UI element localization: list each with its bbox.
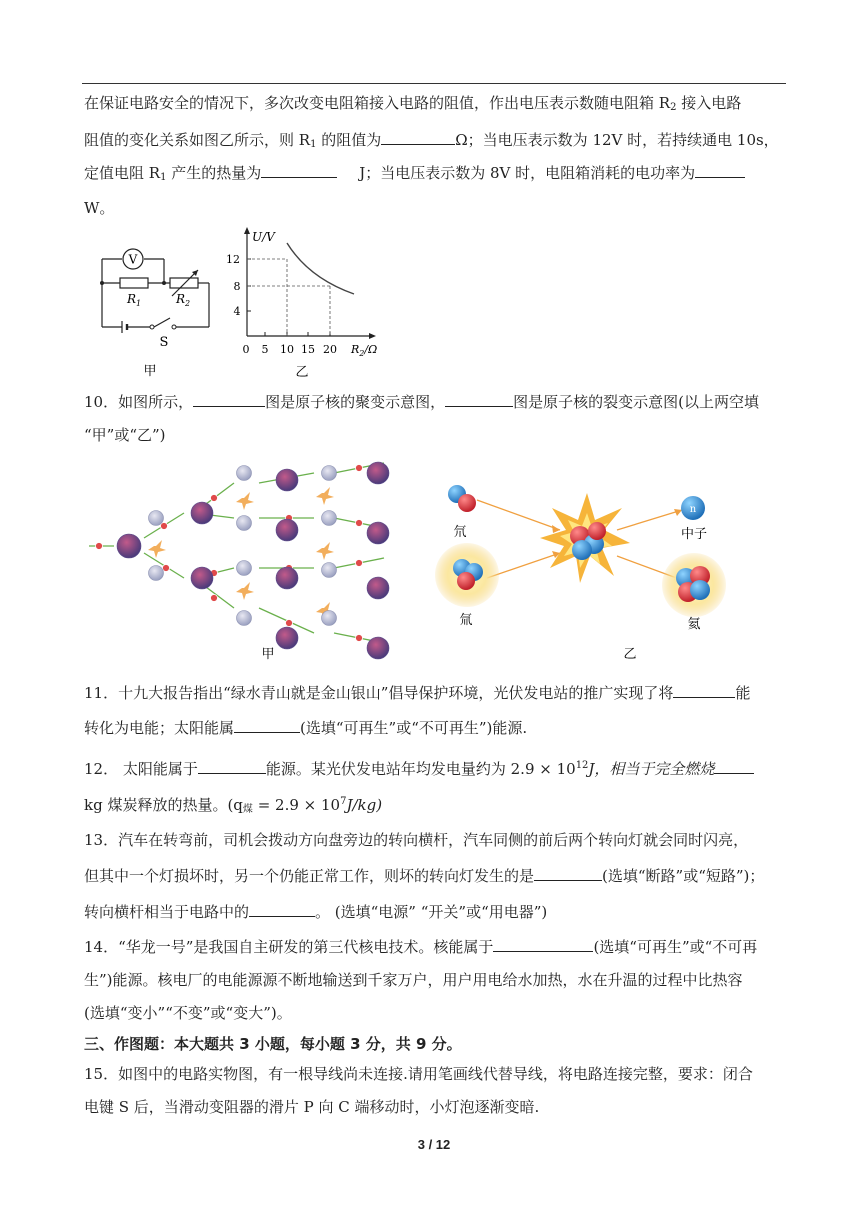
q13-line-3: 转向横杆相当于电路中的 。 (选填“电源” “开关”或“用电器”) [84, 903, 548, 921]
x-tick-label: 20 [323, 343, 337, 356]
answer-blank[interactable] [493, 937, 593, 952]
q14-line-3: (选填“变小”“不变”或“变大”)。 [84, 1004, 292, 1022]
x-tick-label: 0 [242, 343, 250, 356]
q14-line-2: 生”)能源。核电厂的电能源源不断地输送到千家万户，用户用电给水加热，水在升温的过程中比热容 [84, 971, 743, 989]
q15-line-2: 电键 S 后，当滑动变阻器的滑片 P 向 C 端移动时，小灯泡逐渐变暗. [84, 1098, 540, 1116]
y-tick-label: 12 [226, 253, 240, 266]
answer-blank[interactable] [695, 163, 745, 178]
answer-blank[interactable] [673, 683, 735, 698]
x-tick-label: 10 [280, 343, 294, 356]
q10-line-1: 10．如图所示， 图是原子核的聚变示意图， 图是原子核的裂变示意图(以上两空填 [84, 393, 759, 411]
helium-label: 氦 [687, 617, 701, 632]
circuit-diagram [92, 240, 222, 380]
q11-line-2: 转化为电能；太阳能属 (选填“可再生”或“不可再生”)能源. [84, 719, 528, 737]
fission-chain-diagram [84, 458, 424, 670]
answer-blank[interactable] [534, 866, 602, 881]
figure-caption-yi: 乙 [623, 647, 637, 662]
answer-blank[interactable] [198, 759, 266, 774]
q9-line-1: 在保证电路安全的情况下，多次改变电阻箱接入电路的阻值，作出电压表示数随电阻箱 $R_2$ 接入电路 [84, 94, 742, 113]
header-rule [82, 83, 786, 84]
answer-blank[interactable] [381, 130, 455, 145]
q9-line-2: 阻值的变化关系如图乙所示，则 $R_1$ 的阻值为 Ω；当电压表示数为 12V 时，若持续通电 10s， [84, 131, 779, 150]
tritium-label: 氚 [459, 613, 473, 628]
answer-blank[interactable] [714, 759, 754, 774]
q12-line-1: 12． 太阳能属于 能源。某光伏发电站年均发电量约为 $2.9 \times 10^{12}J$，相当于完全燃烧 [84, 756, 754, 779]
r2-label: $R_2$ [176, 292, 191, 308]
q10-line-2: “甲”或“乙”) [84, 426, 166, 444]
fusion-diagram [432, 468, 732, 670]
r1-label: $R_1$ [127, 292, 142, 308]
y-tick-label: 4 [233, 305, 241, 318]
q12-line-2: kg 煤炭释放的热量。$(q_煤 = 2.9 \times 10^7J/kg)$ [84, 796, 383, 815]
q13-line-1: 13．汽车在转弯前，司机会拨动方向盘旁边的转向横杆，汽车同侧的前后两个转向灯就会同时闪亮， [84, 831, 749, 849]
figure-caption-yi: 乙 [295, 365, 309, 380]
section-heading: 三、作图题：本大题共 3 小题，每小题 3 分，共 9 分。 [84, 1035, 462, 1053]
x-axis-label: $R_2/\Omega$ [351, 343, 378, 358]
page-number: 3 / 12 [417, 1137, 451, 1152]
figure-caption-jia: 甲 [143, 364, 157, 379]
q15-line-1: 15．如图中的电路实物图，有一根导线尚未连接.请用笔画线代替导线，将电路连接完整，要求：闭合 [84, 1065, 753, 1083]
answer-blank[interactable] [249, 902, 315, 917]
q9-line-4: W。 [84, 199, 115, 217]
q14-line-1: 14．“华龙一号”是我国自主研发的第三代核电技术。核能属于 (选填“可再生”或“不可再 [84, 938, 758, 956]
svg-text:n: n [689, 504, 697, 515]
voltage-resistance-graph [222, 222, 392, 382]
q9-line-3: 定值电阻 $R_1$ 产生的热量为 J；当电压表示数为 8V 时，电阻箱消耗的电功率为 [84, 163, 745, 188]
meter-label: V [128, 252, 138, 267]
answer-blank[interactable] [193, 392, 265, 407]
answer-blank[interactable] [261, 163, 337, 178]
figure-caption-jia: 甲 [261, 647, 275, 662]
neutron-label: 中子 [680, 527, 708, 542]
answer-blank[interactable] [234, 718, 300, 733]
x-tick-label: 15 [301, 343, 315, 356]
y-axis-label: U/V [252, 230, 275, 244]
deuterium-label: 氘 [453, 525, 467, 540]
y-tick-label: 8 [233, 280, 241, 293]
answer-blank[interactable] [445, 392, 513, 407]
switch-label: S [159, 335, 169, 350]
x-tick-label: 5 [261, 343, 269, 356]
q11-line-1: 11．十九大报告指出“绿水青山就是金山银山”倡导保护环境，光伏发电站的推广实现了将 能 [84, 684, 751, 702]
q13-line-2: 但其中一个灯损坏时，另一个仍能正常工作，则坏的转向灯发生的是 (选填“断路”或“短路”)； [84, 867, 765, 885]
